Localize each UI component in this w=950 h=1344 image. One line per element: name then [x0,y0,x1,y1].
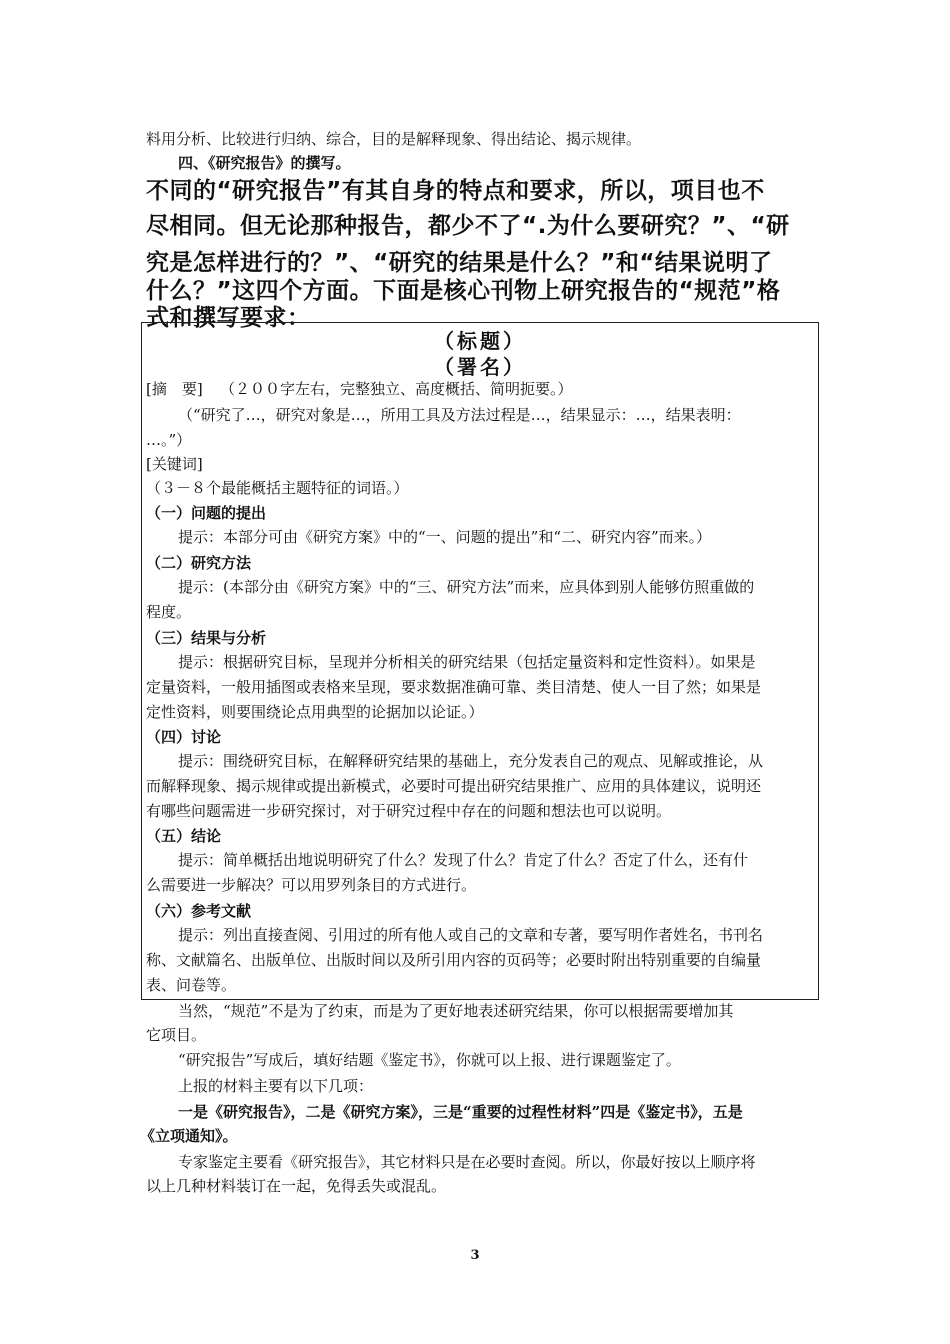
big-paragraph-line: 究是怎样进行的？”、“研究的结果是什么？”和“结果说明了 [146,250,773,276]
section-hint: 表、问卷等。 [146,976,237,994]
section-title: （六）参考文献 [146,902,252,920]
big-paragraph-line: 尽相同。但无论那种报告，都少不了“.为什么要研究？”、“研 [146,213,790,239]
section-hint: 而解释现象、揭示规律或提出新模式，必要时可提出研究结果推广、应用的具体建议，说明还 [146,777,762,795]
keywords-label: [关键词] [146,455,203,473]
abstract-text: （２００字左右，完整独立、高度概括、简明扼要。） [220,380,573,398]
abstract-label: [摘 要] [146,380,203,398]
section-title: （四）讨论 [146,728,222,746]
section-hint: 么需要进一步解决？可以用罗列条目的方式进行。 [146,876,477,894]
body-line: 专家鉴定主要看《研究报告》，其它材料只是在必要时查阅。所以，你最好按以上顺序将 [178,1153,756,1171]
template-title: （标题） [434,329,526,353]
report-template-box [141,322,819,1000]
section-heading: 四、《研究报告》的撰写。 [178,154,351,172]
section-hint: 称、文献篇名、出版单位、出版时间以及所引用内容的页码等；必要时附出特别重要的自编量 [146,951,762,969]
body-line: 上报的材料主要有以下几项： [178,1077,374,1095]
section-title: （一）问题的提出 [146,504,267,522]
section-title: （二）研究方法 [146,554,252,572]
section-hint: 定性资料，则要围绕论点用典型的论据加以论证。） [146,703,484,721]
big-paragraph-line: 式和撰写要求： [146,305,311,331]
materials-line: 一是《研究报告》，二是《研究方案》，三是“重要的过程性材料”四是《鉴定书》，五是 [178,1103,743,1121]
body-line: “研究报告”写成后，填好结题《鉴定书》，你就可以上报、进行课题鉴定了。 [178,1051,681,1069]
body-line: 以上几种材料装订在一起，免得丢失或混乱。 [146,1177,447,1195]
section-hint: 提示：(本部分由《研究方案》中的“三、研究方法”而来，应具体到别人能够仿照重做的 [178,578,755,596]
section-hint: 定量资料，一般用插图或表格来呈现，要求数据准确可靠、类目清楚、使人一目了然；如果是 [146,678,762,696]
page-number: 3 [470,1248,480,1263]
abstract-hint: （“研究了…，研究对象是…，所用工具及方法过程是…，结果显示：…，结果表明： [178,406,741,424]
section-hint: 有哪些问题需进一步研究探讨，对于研究过程中存在的问题和想法也可以说明。 [146,802,672,820]
materials-line: 《立项通知》。 [140,1127,238,1145]
keywords-text: （３－８个最能概括主题特征的词语。） [146,479,409,497]
section-hint: 程度。 [146,603,192,621]
intro-line: 料用分析、比较进行归纳、综合，目的是解释现象、得出结论、揭示规律。 [146,130,642,148]
big-paragraph-line: 不同的“研究报告”有其自身的特点和要求，所以，项目也不 [146,178,765,204]
section-title: （三）结果与分析 [146,629,267,647]
section-hint: 提示：简单概括出地说明研究了什么？发现了什么？肯定了什么？否定了什么，还有什 [178,851,749,869]
big-paragraph-line: 什么？”这四个方面。下面是核心刊物上研究报告的“规范”格 [146,278,781,304]
section-hint: 提示：根据研究目标，呈现并分析相关的研究结果（包括定量资料和定性资料）。如果是 [178,653,756,671]
body-line: 当然，“规范”不是为了约束，而是为了更好地表述研究结果，你可以根据需要增加其 [178,1002,734,1020]
section-hint: 提示：围绕研究目标，在解释研究结果的基础上，充分发表自己的观点、见解或推论，从 [178,752,764,770]
section-hint: 提示：本部分可由《研究方案》中的“一、问题的提出”和“二、研究内容”而来。） [178,528,712,546]
template-signature: （署名） [434,355,526,379]
body-line: 它项目。 [146,1026,207,1044]
section-hint: 提示：列出直接查阅、引用过的所有他人或自己的文章和专著，要写明作者姓名，书刊名 [178,926,764,944]
abstract-hint: …。”） [146,431,192,449]
section-title: （五）结论 [146,827,222,845]
